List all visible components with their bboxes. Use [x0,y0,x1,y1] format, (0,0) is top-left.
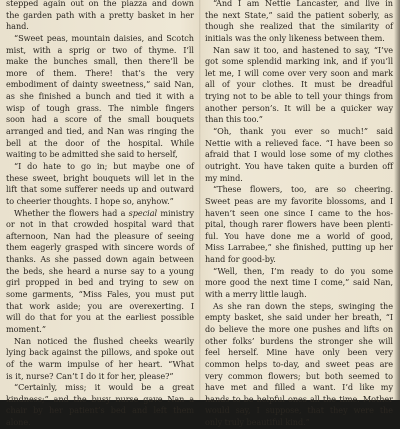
right-column-text-line: Nettie with a relieved face. “I have been so [205,137,393,148]
right-column-text-line: Sweet peas are my favorite blossoms, and I [205,195,393,206]
left-column-text-line: them eagerly grasped with sincere words of [6,242,194,253]
right-column-text-line: let me, I will come over very soon and mark [205,67,393,78]
left-text-column [6,0,194,429]
right-column-text-line: only truly beautiful kind.” [205,417,310,428]
right-column-text-line: As she ran down the steps, swinging the [213,300,393,311]
right-column-text-line: “These flowers, too, are so cheering. [213,184,393,195]
column-gutter [199,0,201,400]
left-column-text-line: Whether the flowers had a special ministry [14,207,194,218]
right-column-text-line: the next State,” said the patient soberly, as [205,9,393,20]
left-column-text-line: “Certainly, miss; it would be a great [14,382,194,393]
left-column-text-line: waiting to be admitted she said to herself, [6,149,178,160]
right-column-text-line: do believe the more one pushes and lifts on [205,323,393,334]
left-column-text-line: that work aside; you are overexerting. I [6,300,194,311]
right-column-text-line: Miss Larrabee,” she finished, putting up her [205,242,393,253]
left-column-text-line: the garden path with a pretty basket in her [6,9,194,20]
right-column-text-line: hand for good-by. [205,254,276,265]
left-column-text-line: alone. [6,417,31,428]
left-column-text-line: of the warm impulse of her heart. “What [6,358,194,369]
right-column-text-line: “Oh, thank you ever so much!” said [213,126,393,137]
right-column-text-line: empty basket, she said under her breath, “I [205,312,393,323]
right-column-text-line: “And I am Nettie Lancaster, and live in [213,0,393,8]
left-column-text-line: lift that some sufferer needs up and outward [6,184,194,195]
right-column-text-line: “Well, then, I’m ready to do you some [213,265,393,276]
left-column-text-line: chair by her patient’s bed and left them [6,405,194,416]
right-column-text-line: more good the next time I come,” said Nan, [205,277,393,288]
right-column-text-line: though she realized that the similarity of [205,21,393,32]
right-column-text-line: my mind. [205,172,243,183]
left-column-text-line: will do that for you at the earliest possible [6,312,194,323]
right-column-text-line: than this too.” [205,114,263,125]
left-column-text-line: stepped again out on the piazza and down [6,0,194,8]
right-column-text-line: trying not to be able to tell your things from [205,91,393,102]
left-column-text-line: more of them. There! that’s the very [6,67,194,78]
left-column-text-line: to cheerier thoughts. I hope so, anyhow.” [6,195,174,206]
left-column-text-line: mist, with a sprig or two of thyme. I’ll [6,44,194,55]
left-column-text-line: “Sweet peas, mountain daisies, and Scotch [14,32,194,43]
left-column-text-line: “I do hate to go in; but maybe one of [14,160,194,171]
left-column-text-line: some garments, “Miss Fales, you must put [6,289,194,300]
left-column-text-line: Nan noticed the flushed cheeks wearily [14,335,194,346]
right-column-text-line: another person’s. It will be a quicker way [205,102,393,113]
left-column-text-line: afternoon, Nan had the pleasure of seeing [6,230,194,241]
left-column-text-line: is it, nurse? Can’t I do it for her, please?” [6,370,174,381]
right-column-text-line: with a merry little laugh. [205,289,307,300]
left-column-text-line: lying back against the pillows, and spoke out [6,347,194,358]
left-column-text-line: as she finished a bunch and tied it with a [6,91,194,102]
left-column-text-line: thanks. As she passed down again between [6,254,194,265]
left-column-text-line: the beds, she heard a nurse say to a young [6,265,194,276]
right-column-text-line: Nan saw it too, and hastened to say, “I’ve [213,44,393,55]
right-column-text-line: very common flowers; but both seemed to [205,370,393,381]
right-column-text-line: initials was the only likeness between them. [205,32,385,43]
left-column-text-line: moment.” [6,323,46,334]
page-edge-shadow [394,0,400,400]
emphasized-word: special [128,207,158,218]
left-column-text-line: wisp of tough grass. The nimble fingers [6,102,194,113]
right-column-text-line: common helps to-day, and sweet peas are [205,358,393,369]
right-column-text-line: feel herself. Mine have only been very [205,347,393,358]
left-column-text-line: these sweet, bright bouquets will let in the [6,172,194,183]
right-column-text-line: other folks’ burdens the stronger she will [205,335,393,346]
right-column-text-line: hands to be helpful ones all the time. Mother [205,393,393,404]
left-column-text-line: embodiment of dainty sweetness,” said Nan, [6,79,194,90]
left-column-text-line: make the bunches small, then there’ll be [6,56,194,67]
right-column-text-line: ful. You have done me a world of good, [205,230,393,241]
left-column-text-line: soon had a score of the small bouquets [6,114,194,125]
left-column-text-line: bell at the door of the hospital. While [6,137,194,148]
left-column-text-line: arranged and tied, and Nan was ringing the [6,126,194,137]
right-text-column [205,0,393,429]
left-column-text-line: kindness;” and the busy nurse gave Nan a [6,393,194,404]
right-column-text-line: have met and filled a want. I’d like my [205,382,393,393]
right-column-text-line: would say, I suppose, that they were the [205,405,393,416]
right-column-text-line: outright. You have taken quite a burden off [205,160,393,171]
right-column-text-line: haven’t seen one since I came to the hos- [205,207,393,218]
left-column-text-line: girl propped in bed and trying to sew on [6,277,194,288]
right-column-text-line: got some splendid marking ink, and if you’ll [205,56,393,67]
right-column-text-line: pital, though rarer flowers have been plenti- [205,219,393,230]
right-column-text-line: all of your clothes. It must be dreadful [205,79,393,90]
right-column-text-line: afraid that I would lose some of my clothes [205,149,393,160]
left-column-text-line: hand. [6,21,29,32]
left-column-text-line: or not in that crowded hospital ward that [6,219,194,230]
